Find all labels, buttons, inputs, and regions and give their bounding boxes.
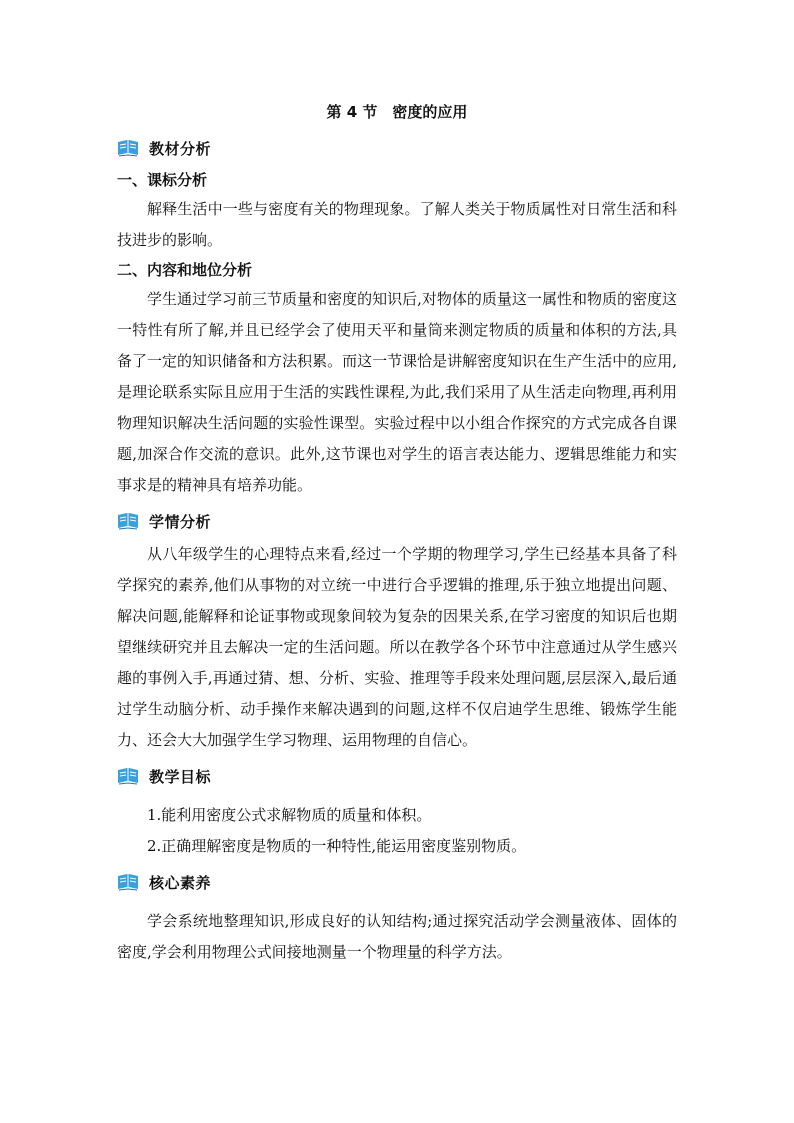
- section-heading: 教学目标: [149, 767, 212, 786]
- document-title: 第 4 节 密度的应用: [326, 103, 468, 121]
- section-core-literacy: [117, 868, 677, 896]
- list-item: 2.正确理解密度是物质的一种特性,能运用密度鉴别物质。: [147, 837, 527, 855]
- subsection-heading: 一、课标分析: [117, 171, 208, 189]
- section-learner-analysis: [117, 507, 677, 535]
- book-icon: [117, 512, 139, 530]
- paragraph: 学生通过学习前三节质量和密度的知识后,对物体的质量这一属性和物质的密度这一特性有所了解,并且已经学会了使用天平和量筒来测定物质的质量和体积的方法,具备了一定的知识储备和方法积累。而这一节课恰是讲解密度知识在生产生活中的应用,是理论联系实际且应用于生活的实践性课程,为此,我们采用了从生活走向物理,再利用物理知识解决生活问题的实验性课型。实验过程中以小组合作探究的方式完成各自课题,加深合作交流的意识。此外,这节课也对学生的语言表达能力、逻辑思维能力和实事求是的精神具有培养功能。: [117, 290, 677, 494]
- book-icon: [117, 873, 139, 891]
- paragraph: 从八年级学生的心理特点来看,经过一个学期的物理学习,学生已经基本具备了科学探究的素养,他们从事物的对立统一中进行合乎逻辑的推理,乐于独立地提出问题、解决问题,能解释和论证事物或现象间较为复杂的因果关系,在学习密度的知识后也期望继续研究并且去解决一定的生活问题。所以在教学各个环节中注意通过从学生感兴趣的事例入手,再通过猜、想、分析、实验、推理等手段来处理问题,层层深入,最后通过学生动脑分析、动手操作来解决遇到的问题,这样不仅启迪学生思维、锻炼学生能力、还会大大加强学生学习物理、运用物理的自信心。: [117, 545, 677, 749]
- paragraph: 解释生活中一些与密度有关的物理现象。了解人类关于物质属性对日常生活和科技进步的影响。: [117, 200, 677, 249]
- section-teaching-goals: [117, 762, 677, 790]
- book-icon: [117, 767, 139, 785]
- section-heading: 教材分析: [149, 139, 212, 158]
- document-page: [117, 100, 677, 968]
- section-heading: 核心素养: [149, 873, 212, 892]
- section-heading: 学情分析: [149, 512, 212, 531]
- section-textbook-analysis: [117, 134, 677, 162]
- list-item: 1.能利用密度公式求解物质的质量和体积。: [147, 806, 432, 824]
- subsection-heading: 二、内容和地位分析: [117, 261, 253, 279]
- book-icon: [117, 139, 139, 157]
- paragraph: 学会系统地整理知识,形成良好的认知结构;通过探究活动学会测量液体、固体的密度,学会利用物理公式间接地测量一个物理量的科学方法。: [117, 912, 677, 961]
